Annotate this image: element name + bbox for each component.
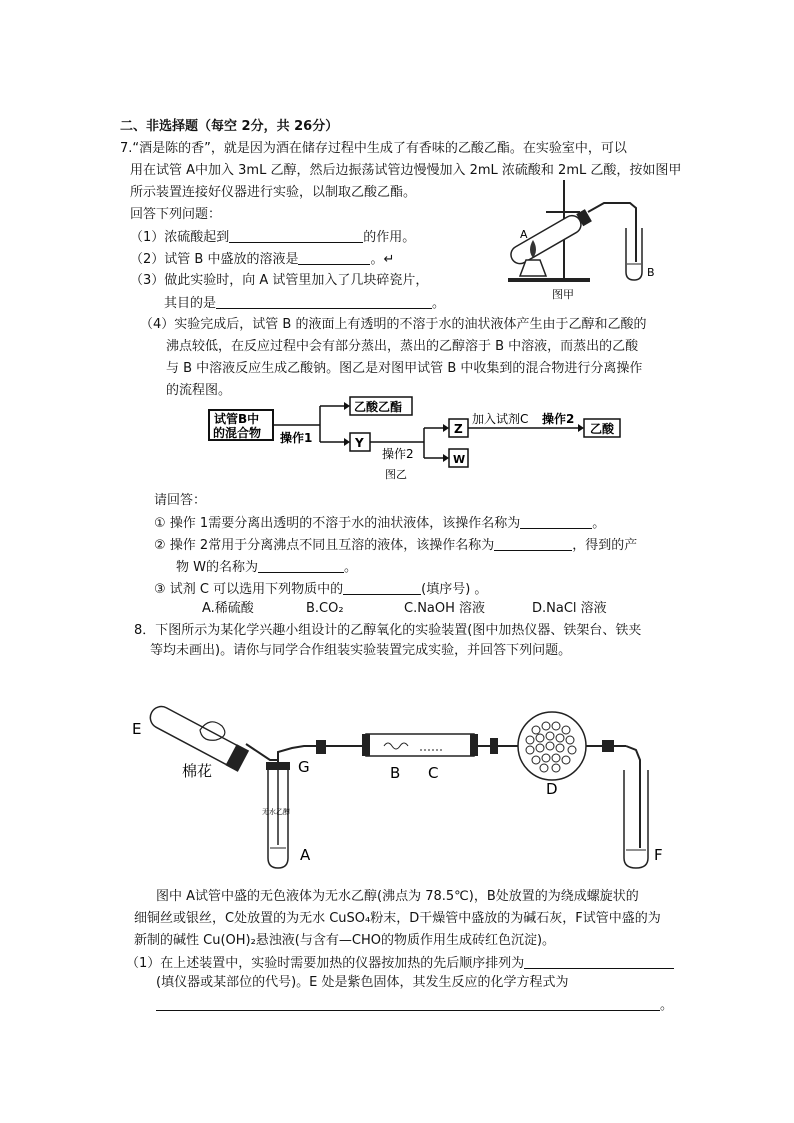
joint-df	[602, 740, 614, 752]
e-outlet-tube	[246, 744, 278, 760]
q7-sub4-line-2: 沸点较低，在反应过程中会有部分蒸出，蒸出的乙醇溶于 B 中溶液，而蒸出的乙酸	[166, 339, 639, 354]
f-inlet-tube	[626, 746, 640, 848]
q7-sub3-text: 其目的是	[164, 296, 217, 311]
label-cotton: 棉花	[182, 762, 213, 780]
label-f: F	[654, 846, 663, 864]
label-d: D	[546, 780, 558, 798]
label-e: E	[132, 720, 142, 738]
q8-sub1-end: 。	[660, 998, 674, 1013]
label-a: A	[300, 846, 311, 864]
q7-answer-2-mid: ，得到的产	[572, 538, 638, 553]
stopper-g	[316, 740, 326, 754]
stopper-bc-right	[470, 734, 478, 756]
q7-answer-2-cont-text: 物 W的名称为	[176, 560, 258, 575]
q7-sub2-end: 。↵	[370, 252, 395, 267]
q7-sub3-end: 。	[432, 296, 446, 311]
option-c: C.NaOH 溶液	[404, 601, 486, 616]
q8-line-1: 8．下图所示为某化学兴趣小组设计的乙醇氧化的实验装置(图中加热仪器、铁架台、铁夹	[134, 623, 642, 638]
q7-line-3: 所示装置连接好仪器进行实验，以制取乙酸乙酯。	[130, 185, 417, 200]
fig-yi-caption: 图乙	[385, 468, 407, 481]
q7-answer-3-text: ③ 试剂 C 可以选用下列物质中的	[154, 582, 344, 597]
q8-sub1	[126, 954, 674, 973]
tube-f	[624, 770, 648, 868]
op1-label: 操作1	[280, 431, 313, 445]
q8-desc-2: 细铜丝或银丝，C处放置的为无水 CuSO₄粉末，D干燥管中盛放的为碱石灰，F试管中盛的为	[134, 911, 661, 926]
g-tube	[278, 746, 316, 762]
op2-label: 操作2	[382, 447, 414, 461]
option-a: A.稀硫酸	[202, 601, 254, 616]
q7-line-2: 用在试管 A中加入 3mL 乙醇，然后边振荡试管边慢慢加入 2mL 浓硫酸和 2mL 乙酸，按如图甲	[130, 163, 682, 178]
option-b: B.CO₂	[306, 601, 344, 616]
q8-line-2: 等均未画出)。请你与同学合作组装实验装置完成实验，并回答下列问题。	[150, 643, 572, 658]
combustion-tube	[366, 734, 474, 756]
q7-sub3: （3）做此实验时，向 A 试管里加入了几块碎瓷片，	[130, 273, 429, 288]
q8-sub1-blank[interactable]	[524, 954, 674, 969]
box-w-label: W	[453, 453, 466, 466]
fig-jia-label-b: B	[647, 266, 655, 279]
q8-desc-1: 图中 A试管中盛的无色液体为无水乙醇(沸点为 78.5℃)，B处放置的为绕成螺旋状的	[156, 889, 639, 904]
label-small: 无水乙醇	[262, 808, 290, 816]
box-y-label: Y	[355, 436, 364, 450]
q7-sub4-line-3: 与 B 中溶液反应生成乙酸钠。图乙是对图甲试管 B 中收集到的混合物进行分离操作	[166, 361, 643, 376]
q7-answer-1-end: 。	[592, 516, 606, 531]
q7-answer-2-text: ② 操作 2常用于分离沸点不同且互溶的液体，该操作名称为	[154, 538, 495, 553]
option-d: D.NaCl 溶液	[532, 601, 607, 616]
reagent-label: 加入试剂C	[472, 412, 529, 426]
q8-sub1-line-3	[156, 996, 673, 1015]
q7-sub2-text: （2）试管 B 中盛放的溶液是	[130, 252, 299, 267]
q7-answer-2-cont-end: 。	[344, 560, 358, 575]
q8-equation-blank[interactable]	[156, 996, 660, 1011]
q7-answer-1-text: ① 操作 1需要分离出透明的不溶于水的油状液体，该操作名称为	[154, 516, 521, 531]
section-title: 二、非选择题（每空 2分，共 26分）	[120, 119, 339, 134]
q8-desc-3: 新制的碱性 Cu(OH)₂悬浊液(与含有—CHO的物质作用生成砖红色沉淀)。	[134, 933, 556, 948]
label-g: G	[298, 758, 310, 776]
stopper-bc-left	[362, 734, 370, 756]
box-mixture-line-2: 的混合物	[213, 426, 262, 440]
q7-sub1-end: 的作用。	[363, 230, 416, 245]
label-b: B	[390, 764, 401, 782]
q7-line-1: 7.“酒是陈的香”，就是因为酒在储存过程中生成了有香味的乙酸乙酯。在实验室中，可以	[120, 141, 627, 156]
joint-cd	[490, 738, 498, 754]
q8-sub1-line-2: (填仪器或某部位的代号)。E 处是紫色固体，其发生反应的化学方程式为	[156, 975, 569, 990]
box-z-label: Z	[454, 422, 463, 436]
fig-jia-label-a: A	[520, 228, 528, 241]
label-c: C	[428, 764, 439, 782]
q7-please: 请回答：	[154, 493, 207, 508]
fig-jia-caption: 图甲	[552, 288, 574, 301]
q8-sub1-text: （1）在上述装置中，实验时需要加热的仪器按加热的先后顺序排列为	[126, 956, 525, 971]
box-ester-label: 乙酸乙酯	[354, 400, 403, 414]
q7-sub4-line-1: （4）实验完成后，试管 B 的液面上有透明的不溶于水的油状液体产生由于乙醇和乙酸的	[140, 317, 647, 332]
op2b-label: 操作2	[542, 412, 575, 426]
q7-prompt: 回答下列问题：	[130, 207, 222, 222]
q7-sub1-text: （1）浓硫酸起到	[130, 230, 230, 245]
q7-answer-3-end: (填序号) 。	[421, 582, 488, 597]
box-mixture-line-1: 试管B中	[214, 412, 260, 426]
q7-sub4-line-4: 的流程图。	[166, 383, 232, 398]
box-acid-label: 乙酸	[590, 422, 615, 436]
